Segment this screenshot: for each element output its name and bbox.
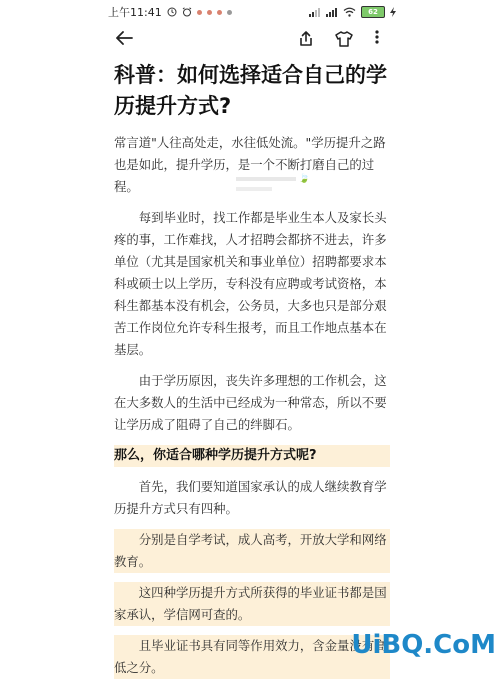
wifi-icon [343,7,356,17]
notification-dot-icon [207,10,212,15]
article-body [114,60,390,688]
article-subheading: 那么，你适合哪种学历提升方式呢? [114,445,390,467]
article-paragraph: 每到毕业时，找工作都是毕业生本人及家长头疼的事，工作难找，人才招聘会都挤不进去，许多单位（尤其是国家机关和事业单位）招聘都要求本科或硕士以上学历，专科没有应聘或考试资格，本科生都基本没有机会，公务员，大多也只是部分艰苦工作岗位允许专科生报考，而且工作地点基本在基层。 [114,210,387,357]
alarm-icon [182,7,192,17]
article-paragraph-highlighted: 且毕业证书具有同等作用效力，含金量没有高低之分。 [114,635,390,679]
article-paragraph-highlighted: 分别是自学考试，成人高考，开放大学和网络教育。 [114,529,390,573]
article-paragraph: 常言道"人往高处走，水往低处流。"学历提升之路也是如此，提升学历，是一个不断打磨自己的过程。 [114,135,386,194]
share-icon[interactable] [297,30,315,52]
site-logo: UiBQ.CoM [351,630,496,660]
article-paragraph: 首先，我们要知道国家承认的成人继续教育学历提升方式只有四种。 [114,479,387,516]
notification-dot-icon [197,10,202,15]
charging-icon [390,7,396,17]
status-left [108,4,232,20]
shirt-icon[interactable] [334,30,354,52]
notification-dot-icon [217,10,222,15]
status-bar [0,0,500,24]
back-arrow-icon[interactable] [114,28,134,54]
watermark-graphic [236,174,316,193]
signal-icon [326,7,338,17]
status-right [309,6,396,18]
status-time: 上午11:41 [108,6,162,19]
more-vertical-icon[interactable] [374,26,380,52]
signal-x-icon [309,7,321,17]
more-notifications-icon [227,10,232,15]
clock-icon [167,7,177,17]
leaf-icon: 🍃 [298,174,310,184]
article-paragraph: 由于学历原因，丧失许多理想的工作机会，这在大多数人的生活中已经成为一种常态，所以不要让学历成了阻碍了自己的绊脚石。 [114,373,387,432]
article-title: 科普：如何选择适合自己的学历提升方式? [114,63,387,118]
nav-bar [0,26,500,56]
battery-icon: 62 [361,6,385,18]
article-paragraph-highlighted: 这四种学历提升方式所获得的毕业证书都是国家承认，学信网可查的。 [114,582,390,626]
